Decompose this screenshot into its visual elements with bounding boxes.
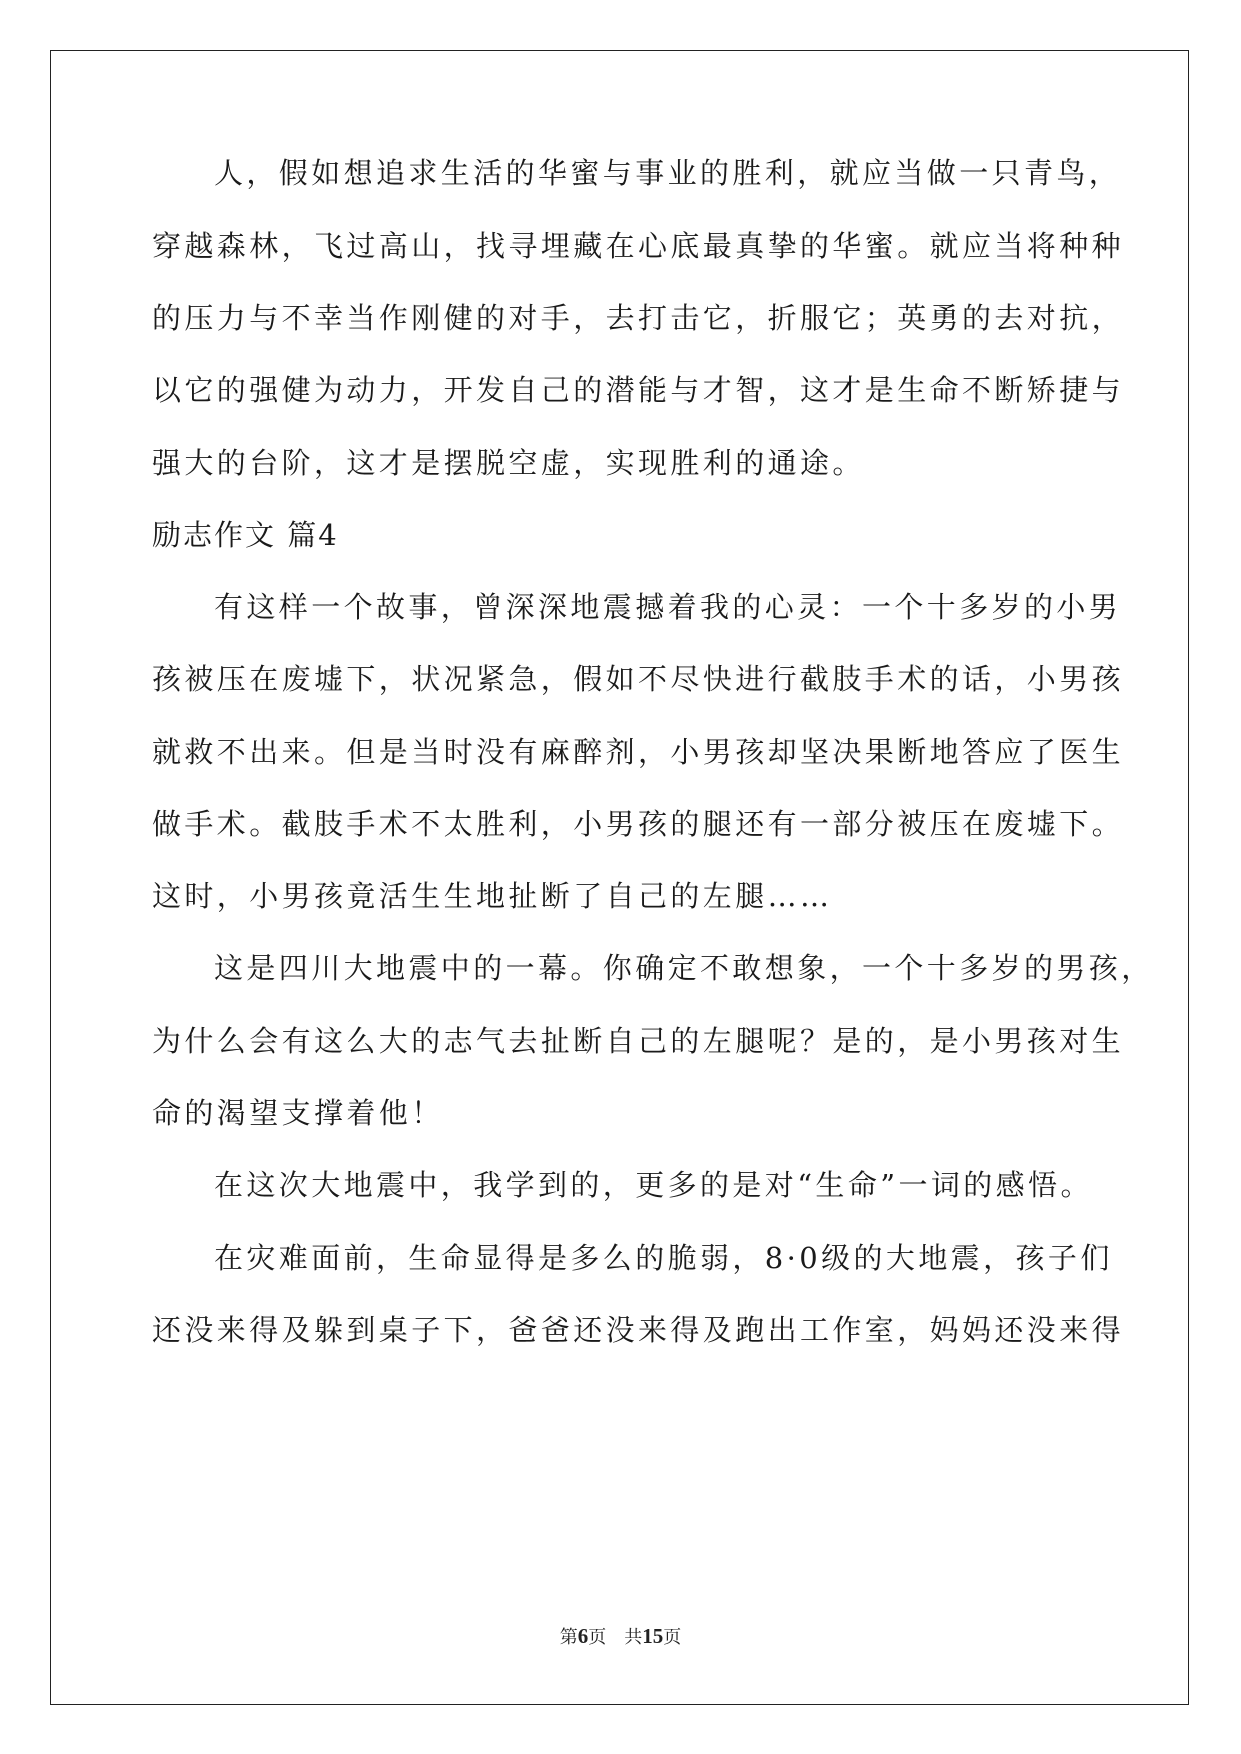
paragraph-line: 有这样一个故事，曾深深地震撼着我的心灵：一个十多岁的小男	[214, 590, 1122, 624]
page-suffix: 页	[588, 1627, 607, 1648]
paragraph-line: 孩被压在废墟下，状况紧急，假如不尽快进行截肢手术的话，小男孩	[152, 662, 1125, 696]
paragraph-line: 这是四川大地震中的一幕。你确定不敢想象，一个十多岁的男孩，	[214, 951, 1154, 985]
paragraph-line: 人，假如想追求生活的华蜜与事业的胜利，就应当做一只青鸟，	[214, 156, 1122, 190]
paragraph-line: 就救不出来。但是当时没有麻醉剂，小男孩却坚决果断地答应了医生	[152, 735, 1125, 769]
page-footer	[0, 1624, 1241, 1650]
page-number: 6	[577, 1624, 589, 1648]
paragraph-line: 强大的台阶，这才是摆脱空虚，实现胜利的通途。	[152, 446, 865, 480]
section-heading: 励志作文 篇4	[152, 518, 339, 552]
paragraph-line: 在这次大地震中，我学到的，更多的是对“生命”一词的感悟。	[214, 1168, 1093, 1202]
paragraph-line: 还没来得及躲到桌子下，爸爸还没来得及跑出工作室，妈妈还没来得	[152, 1313, 1125, 1347]
total-pages: 15	[642, 1624, 664, 1648]
paragraph-line: 命的渴望支撑着他！	[152, 1096, 444, 1130]
total-suffix: 页	[663, 1627, 682, 1648]
paragraph-line: 穿越森林，飞过高山，找寻埋藏在心底最真挚的华蜜。就应当将种种	[152, 229, 1125, 263]
paragraph-line: 在灾难面前，生命显得是多么的脆弱，8·0级的大地震，孩子们	[214, 1241, 1113, 1275]
page-prefix: 第	[559, 1627, 578, 1648]
total-prefix: 共	[624, 1627, 643, 1648]
paragraph-line: 的压力与不幸当作刚健的对手，去打击它，折服它；英勇的去对抗，	[152, 301, 1125, 335]
paragraph-line: 以它的强健为动力，开发自己的潜能与才智，这才是生命不断矫捷与	[152, 373, 1125, 407]
paragraph-line: 为什么会有这么大的志气去扯断自己的左腿呢？是的，是小男孩对生	[152, 1024, 1125, 1058]
paragraph-line: 做手术。截肢手术不太胜利，小男孩的腿还有一部分被压在废墟下。	[152, 807, 1125, 841]
paragraph-line: 这时，小男孩竟活生生地扯断了自己的左腿……	[152, 879, 833, 913]
